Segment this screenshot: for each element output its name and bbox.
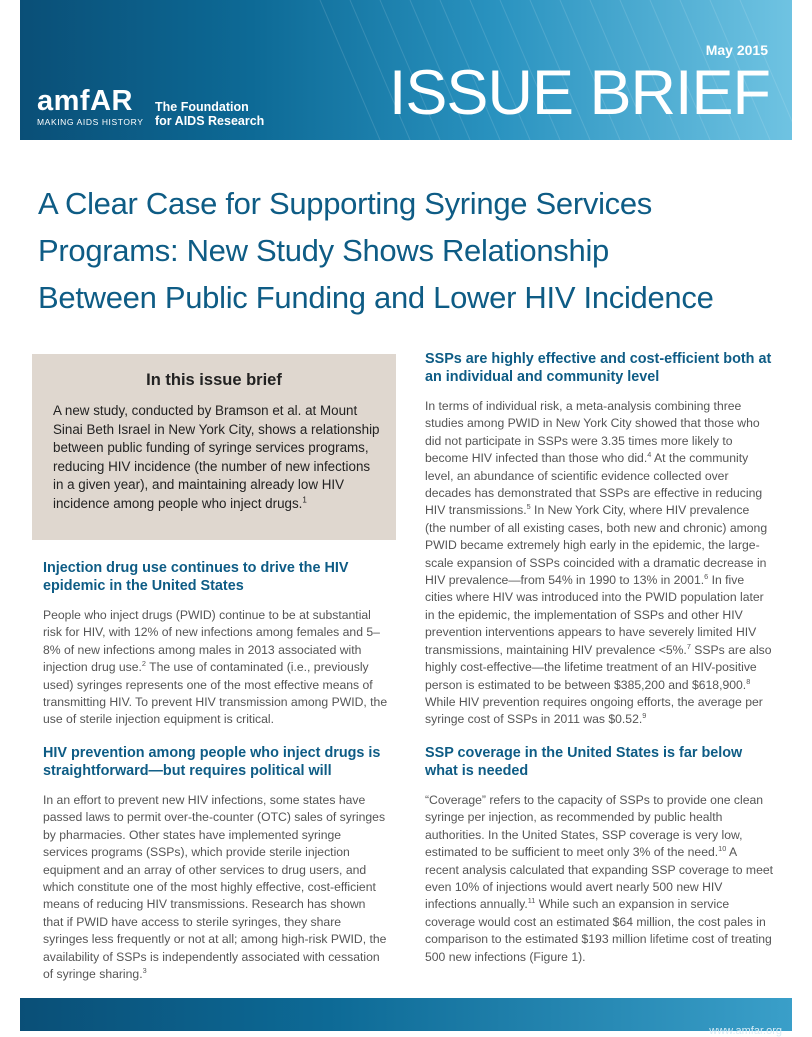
paragraph-text: People who inject drugs (PWID) continue to be at substantial risk for HIV, with 12% of new infections among females and 5–8% of new infections among males in 2013 associated with injection drug use.: [43, 608, 380, 675]
footer-website-link[interactable]: www.amfar.org: [709, 1025, 782, 1037]
footnote-ref[interactable]: 7: [686, 641, 691, 651]
paragraph-text: While HIV prevention requires ongoing efforts, the average per syringe cost of SSPs in 2011 was $0.52.: [425, 694, 763, 727]
section-paragraph: [425, 398, 773, 729]
paragraph-text: In five cities where HIV was introduced into the PWID population later in the epidemic, the implementation of SSPs and other HIV prevention interventions appears to have severely limited HIV transmissions, maintaining HIV prevalence <5%.: [425, 573, 764, 657]
paragraph-text: A recent analysis calculated that expanding SSP coverage to meet even 10% of injections would avert nearly 500 new HIV infections annually.: [425, 845, 774, 912]
paragraph-text: At the community level, an abundance of scientific evidence collected over decades has demonstrated that SSPs are effective in reducing HIV transmissions.: [425, 451, 763, 518]
footnote-ref[interactable]: 1: [302, 495, 307, 505]
publication-date: May 2015: [705, 42, 768, 58]
section-paragraph: [43, 792, 388, 983]
foundation-line-2: for AIDS Research: [155, 114, 265, 128]
summary-box: [32, 354, 396, 540]
logo-wordmark: amfAR: [37, 85, 133, 117]
paragraph-text: The use of contaminated (i.e., previously used) syringes represents one of the most effective means of transmitting HIV. To prevent HIV transmission among PWID, the use of sterile injection equipment is critical.: [43, 660, 388, 727]
title-line-1: A Clear Case for Supporting Syringe Services: [38, 186, 652, 221]
section-hiv-prevention: [43, 744, 388, 983]
title-line-3: Between Public Funding and Lower HIV Incidence: [38, 280, 714, 315]
paragraph-text: SSPs are also highly cost-effective—the lifetime treatment of an HIV-positive person is estimated to be between $385,200 and $618,900.: [425, 642, 772, 692]
section-ssp-effectiveness: [425, 350, 773, 729]
logo-tagline: MAKING AIDS HISTORY: [37, 117, 144, 127]
footnote-ref[interactable]: 4: [647, 450, 652, 460]
foundation-name: [155, 100, 264, 128]
amfar-logo[interactable]: [37, 86, 144, 127]
footnote-ref[interactable]: 5: [526, 502, 531, 512]
paragraph-text: In New York City, where HIV prevalence (the number of all existing cases, both new and chronic) among PWID became extremely high early in the epidemic, the large-scale expansion of SSPs coincided with a dramatic decrease in HIV prevalence—from 54% in 1990 to 13% in 2001.: [425, 503, 768, 588]
title-line-2: Programs: New Study Shows Relationship: [38, 233, 609, 268]
summary-text: [53, 402, 380, 513]
footnote-ref[interactable]: 2: [141, 659, 146, 669]
paragraph-text: While such an expansion in service coverage would cost an estimated $64 million, the cost pales in comparison to the estimated $193 million lifetime cost of treating 500 new infections (Figure 1).: [425, 897, 772, 964]
summary-body: A new study, conducted by Bramson et al. at Mount Sinai Beth Israel in New York City, shows a relationship between public funding of syringe services programs, reducing HIV incidence (the number of new infections in a given year), and maintaining already low HIV incidence among people who inject drugs.: [53, 403, 380, 511]
paragraph-text: In terms of individual risk, a meta-analysis combining three studies among PWID in New York City showed that those who did not participate in SSPs were 3.35 times more likely to become HIV infected than those who did.: [425, 399, 760, 466]
section-heading: Injection drug use continues to drive the HIV epidemic in the United States: [43, 560, 349, 594]
page-title: [38, 180, 778, 321]
section-injection-drug-use: [43, 559, 388, 729]
footnote-ref[interactable]: 8: [746, 676, 751, 686]
section-paragraph: [425, 792, 773, 966]
footnote-ref[interactable]: 10: [718, 844, 727, 854]
section-paragraph: [43, 607, 388, 729]
section-heading: SSPs are highly effective and cost-efficient both at an individual and community level: [425, 351, 772, 385]
footer-band: [20, 998, 792, 1031]
footnote-ref[interactable]: 6: [704, 572, 709, 581]
paragraph-text: “Coverage” refers to the capacity of SSPs to provide one clean syringe per injection, as recommended by public health authorities. In the United States, SSP coverage is very low, estimated to be sufficient to meet only 3% of the need.: [425, 793, 764, 860]
section-heading: SSP coverage in the United States is far below what is needed: [425, 745, 743, 779]
footnote-ref[interactable]: 3: [142, 966, 147, 975]
footnote-ref[interactable]: 11: [527, 896, 536, 906]
footnote-ref[interactable]: 9: [642, 711, 647, 721]
section-ssp-coverage: [425, 744, 773, 966]
summary-heading: In this issue brief: [146, 371, 282, 389]
header-banner: [20, 0, 792, 140]
document-type: ISSUE BRIEF: [388, 58, 770, 128]
section-heading: HIV prevention among people who inject drugs is straightforward—but requires political will: [43, 745, 381, 779]
paragraph-text: In an effort to prevent new HIV infections, some states have passed laws to permit over-the-counter (OTC) sales of syringes by pharmacies. Other states have implemented syringe services programs (SSPs), which provide sterile injection equipment and an array of other services to drug users, and which constitute one of the most highly effective, cost-efficient means of reducing HIV transmissions. Research has shown that if PWID have access to sterile syringes, they share syringes less frequently or not at all; among high-risk PWID, the availability of SSPs is independently associated with cessation of syringe sharing.: [43, 793, 387, 982]
foundation-line-1: The Foundation: [155, 100, 249, 114]
